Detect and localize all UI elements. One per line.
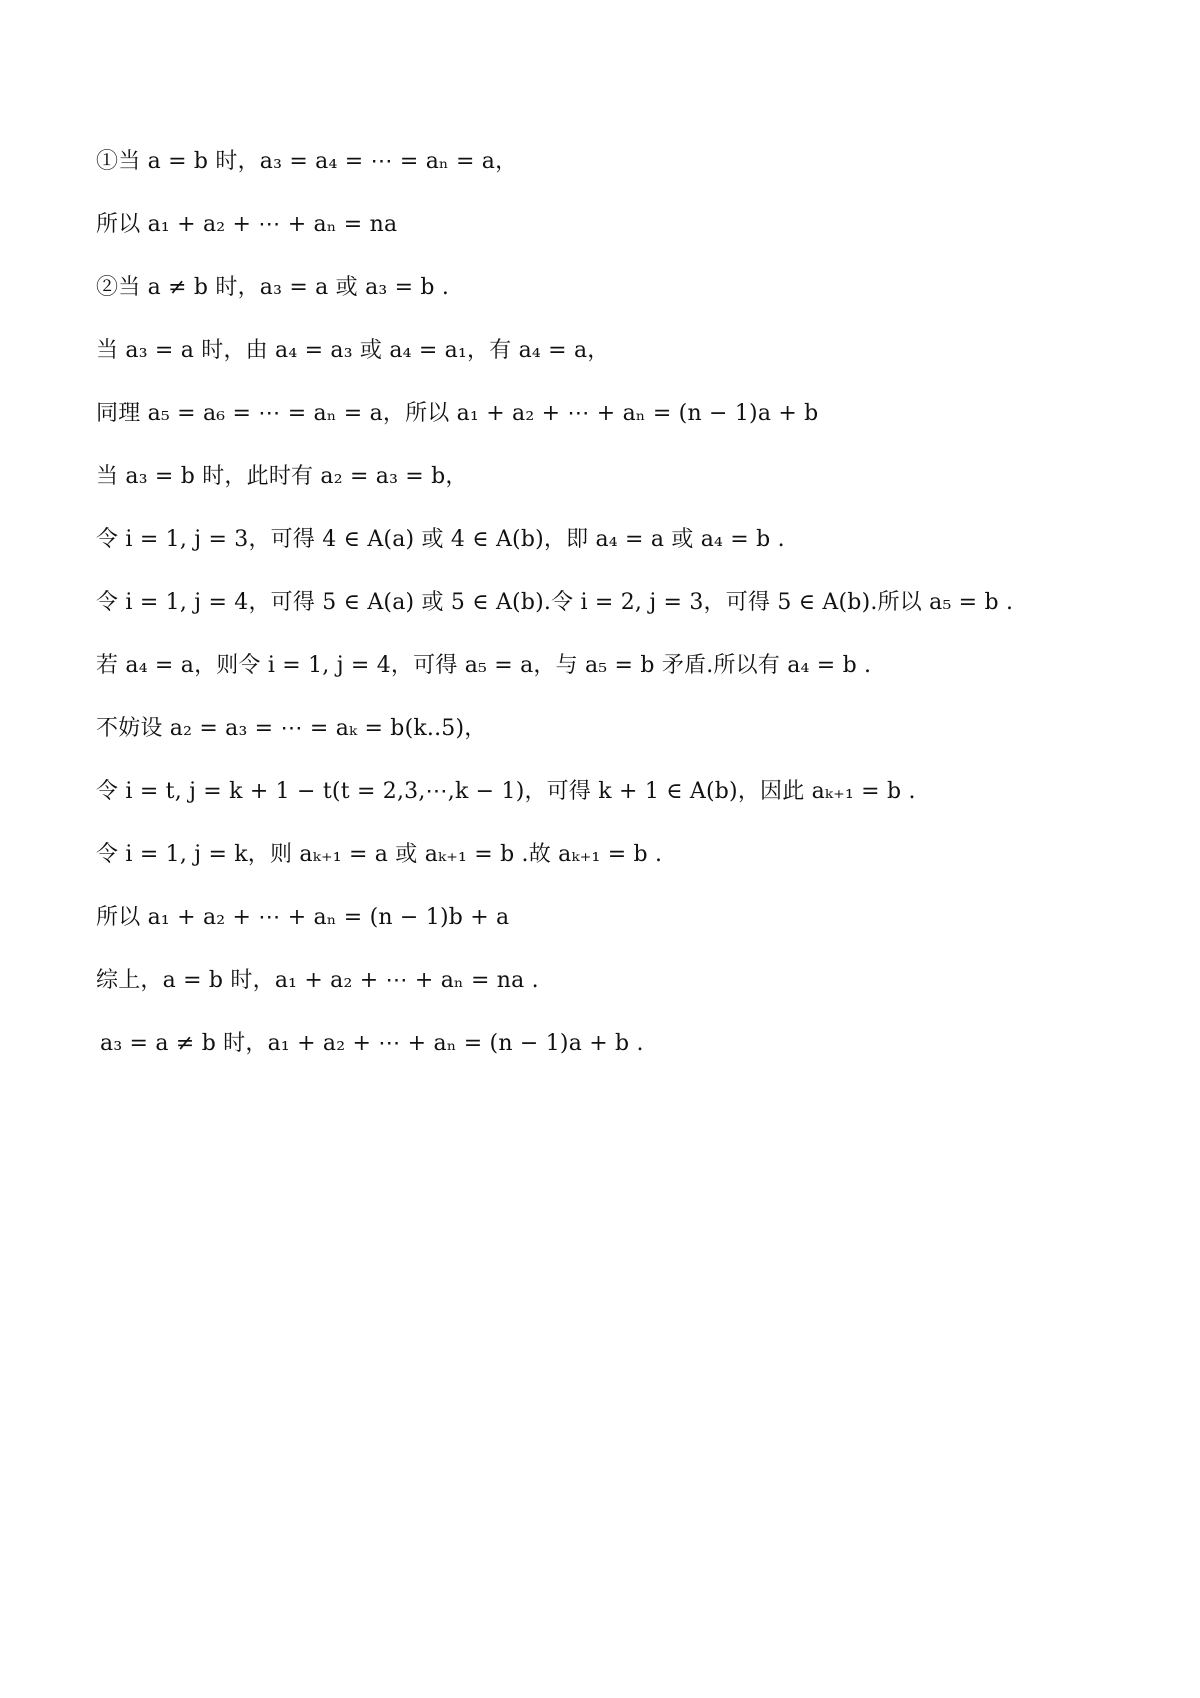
solution-line: ①当 a = b 时，a₃ = a₄ = ⋯ = aₙ = a， [96,149,518,174]
solution-line: 令 i = t, j = k + 1 − t(t = 2,3,⋯,k − 1)，可得 k + 1 ∈ A(b)，因此 aₖ₊₁ = b . [96,779,916,804]
solution-line: 若 a₄ = a，则令 i = 1, j = 4，可得 a₅ = a，与 a₅ = b 矛盾.所以有 a₄ = b . [96,653,872,678]
solution-line: 同理 a₅ = a₆ = ⋯ = aₙ = a，所以 a₁ + a₂ + ⋯ + aₙ = (n − 1)a + b [96,401,819,426]
solution-line: 所以 a₁ + a₂ + ⋯ + aₙ = (n − 1)b + a [96,905,510,930]
solution-line: 当 a₃ = a 时，由 a₄ = a₃ 或 a₄ = a₁，有 a₄ = a， [96,338,610,363]
solution-line: a₃ = a ≠ b 时，a₁ + a₂ + ⋯ + aₙ = (n − 1)a + b . [100,1031,644,1056]
solution-line: 令 i = 1, j = 3，可得 4 ∈ A(a) 或 4 ∈ A(b)，即 a₄ = a 或 a₄ = b . [96,527,785,552]
solution-line: 令 i = 1, j = 4，可得 5 ∈ A(a) 或 5 ∈ A(b).令 i = 2, j = 3，可得 5 ∈ A(b).所以 a₅ = b . [96,590,1014,615]
solution-line: 不妨设 a₂ = a₃ = ⋯ = aₖ = b(k..5)， [96,716,487,741]
solution-line: 所以 a₁ + a₂ + ⋯ + aₙ = na [96,212,398,237]
solution-line: ②当 a ≠ b 时，a₃ = a 或 a₃ = b . [96,275,450,300]
solution-lines [96,142,1136,1087]
solution-line: 当 a₃ = b 时，此时有 a₂ = a₃ = b， [96,464,468,489]
solution-line: 令 i = 1, j = k，则 aₖ₊₁ = a 或 aₖ₊₁ = b .故 aₖ₊₁ = b . [96,842,663,867]
solution-line: 综上，a = b 时，a₁ + a₂ + ⋯ + aₙ = na . [96,968,539,993]
